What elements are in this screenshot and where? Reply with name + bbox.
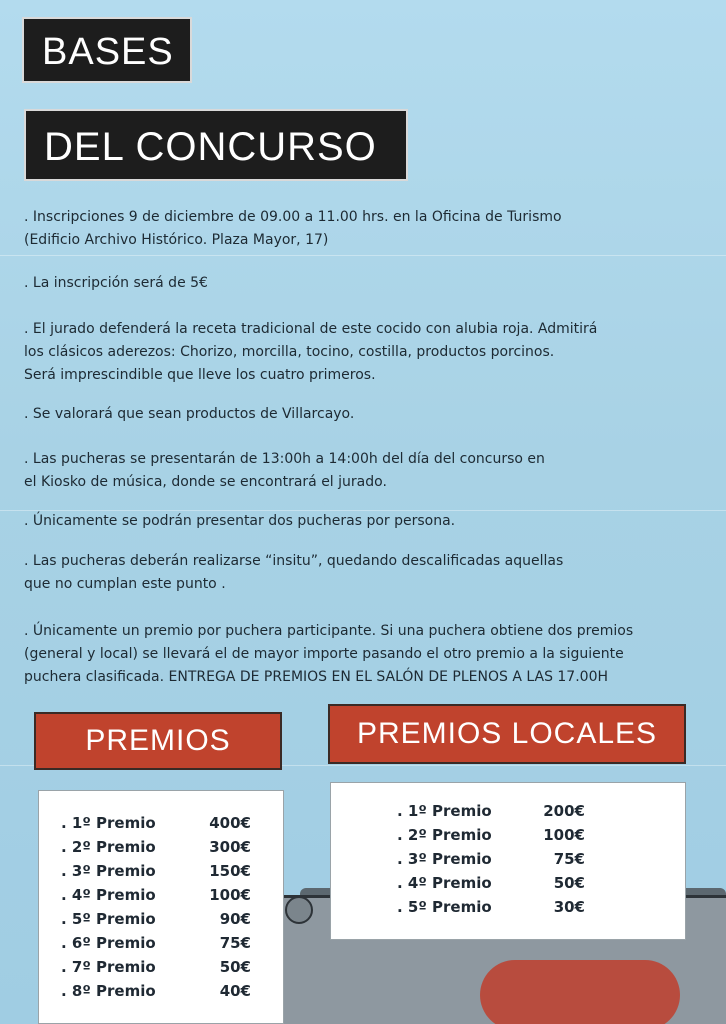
premios-locales-card xyxy=(330,782,686,940)
prize-label: . 6º Premio xyxy=(61,934,156,952)
prize-row xyxy=(61,883,251,907)
prize-label: . 1º Premio xyxy=(61,814,156,832)
rule-item: . Inscripciones 9 de diciembre de 09.00 a 11.00 hrs. en la Oficina de Turismo (Edificio Archivo Histórico. Plaza Mayor, 17) xyxy=(24,209,562,248)
local-prize-amount: 100€ xyxy=(543,826,585,844)
local-prize-row xyxy=(397,823,585,847)
paper-fold xyxy=(0,255,726,256)
rule-item: . Únicamente se podrán presentar dos pucheras por persona. xyxy=(24,513,456,529)
prize-row xyxy=(61,931,251,955)
local-prize-label: . 4º Premio xyxy=(397,874,492,892)
local-prize-amount: 75€ xyxy=(553,850,585,868)
prize-amount: 90€ xyxy=(219,910,251,928)
prize-label: . 2º Premio xyxy=(61,838,156,856)
rule-item: . Las pucheras se presentarán de 13:00h a 14:00h del día del concurso en el Kiosko de música, donde se encontrará el jurado. xyxy=(24,451,545,490)
local-prize-label: . 1º Premio xyxy=(397,802,492,820)
rule-item: . Únicamente un premio por puchera participante. Si una puchera obtiene dos premios (general y local) se llevará el de mayor importe pasando el otro premio a la siguiente puchera clasificada. ENTREGA DE PREMIOS EN EL SALÓN DE PLENOS A LAS 17.00H xyxy=(24,623,634,685)
prize-label: . 5º Premio xyxy=(61,910,156,928)
prize-amount: 100€ xyxy=(209,886,251,904)
rule-item: . Se valorará que sean productos de Villarcayo. xyxy=(24,406,355,422)
prize-label: . 3º Premio xyxy=(61,862,156,880)
local-prize-amount: 50€ xyxy=(553,874,585,892)
prize-row xyxy=(61,811,251,835)
premios-locales-heading: PREMIOS LOCALES xyxy=(328,704,686,764)
local-prize-row xyxy=(397,871,585,895)
local-prize-label: . 5º Premio xyxy=(397,898,492,916)
rule-item: . Las pucheras deberán realizarse “insitu”, quedando descalificadas aquellas que no cumplan este punto . xyxy=(24,553,564,592)
premios-heading: PREMIOS xyxy=(34,712,282,770)
prize-row xyxy=(61,979,251,1003)
prize-row xyxy=(61,955,251,979)
prize-amount: 300€ xyxy=(209,838,251,856)
pot-decoration xyxy=(480,960,680,1024)
prize-amount: 40€ xyxy=(219,982,251,1000)
prize-row xyxy=(61,859,251,883)
prize-label: . 4º Premio xyxy=(61,886,156,904)
prize-amount: 50€ xyxy=(219,958,251,976)
local-prize-amount: 200€ xyxy=(543,802,585,820)
prize-amount: 75€ xyxy=(219,934,251,952)
prize-row xyxy=(61,835,251,859)
title-bases: BASES xyxy=(22,17,192,83)
local-prize-label: . 3º Premio xyxy=(397,850,492,868)
prize-amount: 400€ xyxy=(209,814,251,832)
prize-row xyxy=(61,907,251,931)
title-del-concurso: DEL CONCURSO xyxy=(24,109,408,181)
prize-label: . 8º Premio xyxy=(61,982,156,1000)
local-prize-row xyxy=(397,799,585,823)
pot-knob-icon xyxy=(285,896,313,924)
rule-item: . La inscripción será de 5€ xyxy=(24,275,208,291)
local-prize-amount: 30€ xyxy=(553,898,585,916)
prize-label: . 7º Premio xyxy=(61,958,156,976)
local-prize-row xyxy=(397,895,585,919)
local-prize-row xyxy=(397,847,585,871)
prize-amount: 150€ xyxy=(209,862,251,880)
rule-item: . El jurado defenderá la receta tradicional de este cocido con alubia roja. Admitirá los clásicos aderezos: Chorizo, morcilla, tocino, costilla, productos porcinos. Será imprescindible que lleve los cuatro primeros. xyxy=(24,321,598,383)
local-prize-label: . 2º Premio xyxy=(397,826,492,844)
premios-card xyxy=(38,790,284,1024)
